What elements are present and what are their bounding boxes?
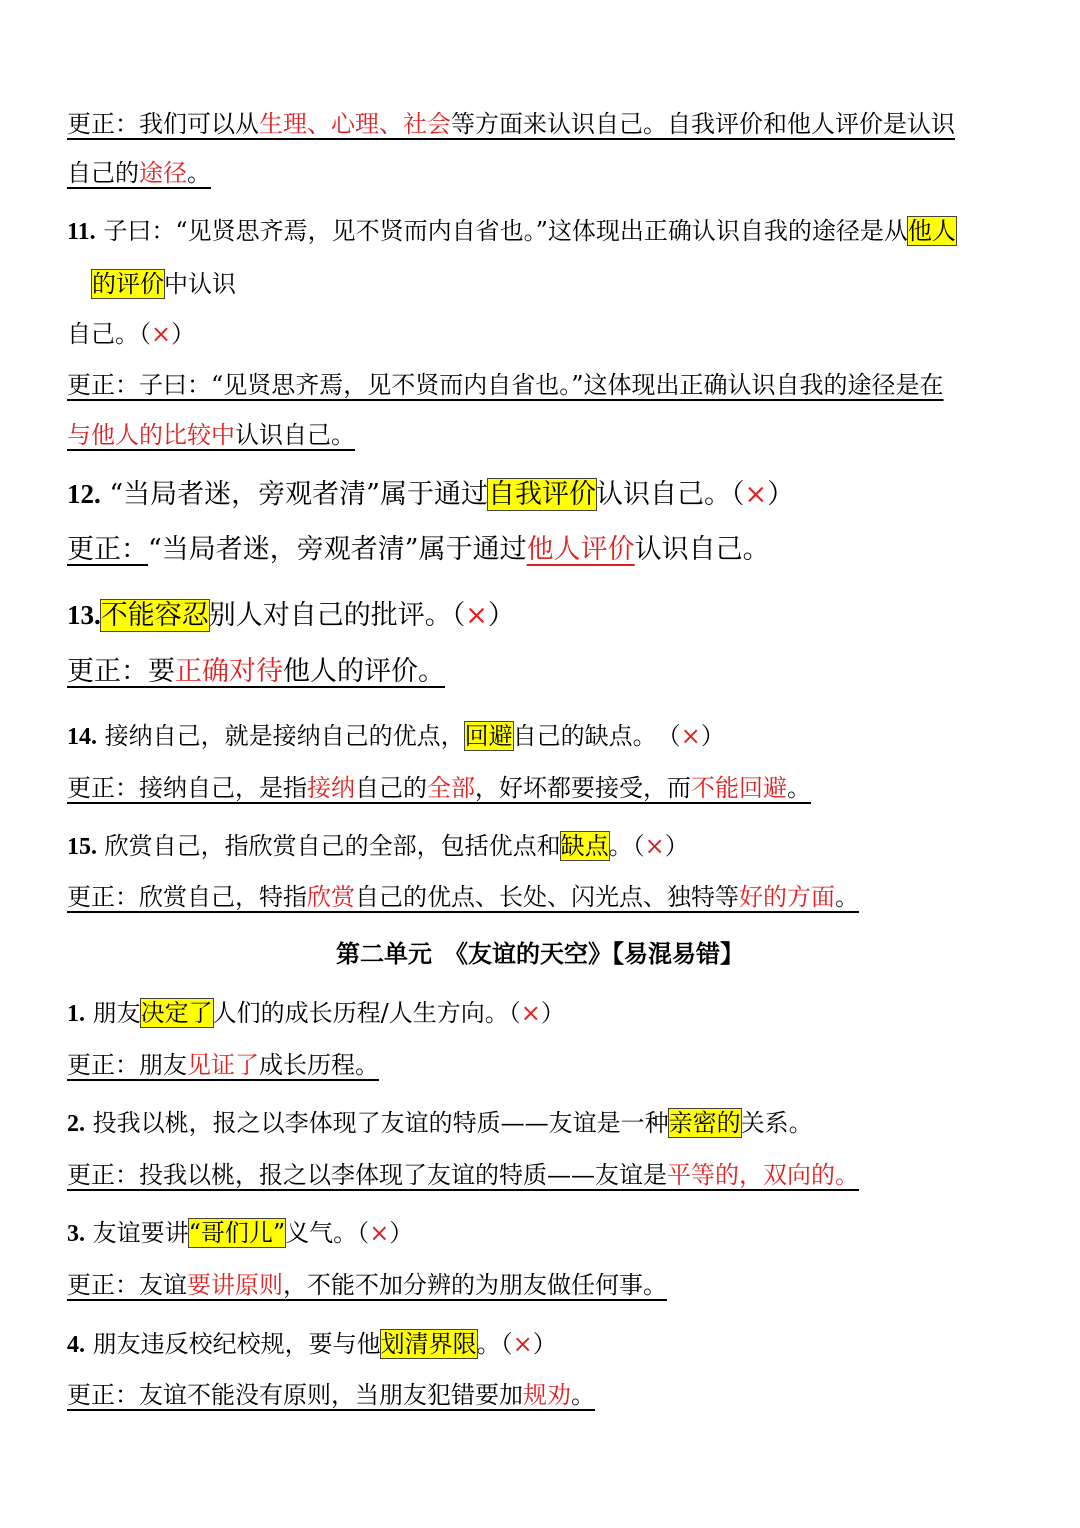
key-term: 生理、心理、社会: [259, 110, 451, 138]
highlight: 不能容忍: [100, 600, 209, 631]
key-term: 正确对待: [175, 656, 283, 687]
correction-10-line1: [67, 107, 955, 141]
text: ，不能不加分辨的为朋友做任何事。: [283, 1271, 667, 1299]
text: 更正：欣赏自己，特指: [67, 883, 307, 911]
text: 友谊要讲: [92, 1219, 189, 1247]
key-term: 见证了: [187, 1051, 259, 1079]
text: ）: [664, 832, 689, 860]
key-term: 欣赏: [307, 883, 355, 911]
unit2-item-1: [67, 996, 565, 1031]
text: “当局者迷，旁观者清”属于通过: [148, 534, 527, 565]
item-12: [67, 477, 794, 512]
correction-13: [67, 655, 445, 689]
text: 子曰：“见贤思齐焉，见不贤而内自省也。”这体现出正确认识自我的途径是从: [103, 217, 908, 245]
text: 中认识: [164, 270, 236, 298]
text: ）: [767, 479, 795, 510]
text: 欣赏自己，指欣赏自己的全部，包括优点和: [104, 832, 561, 860]
text: 更正：接纳自己，是指: [67, 774, 307, 802]
item-14: [67, 719, 725, 754]
wrong-mark: ×: [369, 1219, 390, 1247]
wrong-mark: ×: [680, 722, 701, 750]
text: 人们的成长历程/人生方向。（: [212, 999, 521, 1027]
unit2-item-3: [67, 1216, 413, 1251]
text: 更正：友谊不能没有原则，当朋友犯错要加: [67, 1381, 523, 1409]
key-term: 平等的，双向的。: [667, 1161, 859, 1189]
wrong-mark: ×: [465, 600, 488, 631]
text: 关系。: [740, 1109, 813, 1137]
text: 更正：要: [67, 656, 175, 687]
item-11-line3: [67, 317, 195, 351]
item-number: 14.: [67, 724, 97, 750]
text: 更正：投我以桃，报之以李体现了友谊的特质——友谊是: [67, 1161, 667, 1189]
unit2-correction-3: [67, 1268, 667, 1302]
key-term: 全部: [427, 774, 475, 802]
key-term: 规劝: [523, 1381, 571, 1409]
text: 。: [187, 159, 211, 187]
text: 朋友: [92, 999, 141, 1027]
wrong-mark: ×: [644, 832, 665, 860]
text: 他人的评价。: [283, 656, 445, 687]
text: 认识自己。: [634, 534, 770, 565]
unit2-correction-2: [67, 1158, 859, 1192]
text: 更正：朋友: [67, 1051, 187, 1079]
item-number: 11.: [67, 219, 96, 245]
key-term: 与他人的比较中: [67, 421, 235, 449]
text: 。: [787, 774, 811, 802]
unit2-item-4: [67, 1327, 557, 1362]
item-number: 4.: [67, 1332, 85, 1358]
item-number: 12.: [67, 479, 101, 509]
wrong-mark: ×: [520, 999, 541, 1027]
text: 朋友违反校纪校规，要与他: [92, 1330, 381, 1358]
highlight: 划清界限: [380, 1330, 477, 1358]
item-number: 1.: [67, 1001, 85, 1027]
correction-10-line2: [67, 156, 211, 190]
text: ）: [171, 320, 196, 348]
text: 更正：我们可以从: [67, 110, 259, 138]
key-term: 接纳: [307, 774, 355, 802]
text: ）: [532, 1330, 557, 1358]
unit2-correction-4: [67, 1378, 595, 1412]
text: 。: [571, 1381, 595, 1409]
text: 更正：: [67, 534, 148, 565]
text: 成长历程。: [259, 1051, 379, 1079]
text: ）: [487, 600, 515, 631]
highlight: “哥们儿”: [188, 1219, 286, 1247]
text: 投我以桃，报之以李体现了友谊的特质——友谊是一种: [92, 1109, 669, 1137]
text: 。（: [608, 832, 645, 860]
highlight: 决定了: [140, 999, 213, 1027]
text: ）: [389, 1219, 414, 1247]
text: 。（: [476, 1330, 513, 1358]
item-11-line1: [67, 214, 956, 249]
highlight: 的评价: [92, 270, 164, 298]
highlight: 他人: [907, 217, 956, 245]
item-number: 2.: [67, 1111, 85, 1137]
text: 更正：友谊: [67, 1271, 187, 1299]
text: 自己的缺点。 （: [512, 722, 681, 750]
text: 接纳自己，就是接纳自己的优点，: [104, 722, 465, 750]
wrong-mark: ×: [744, 479, 768, 510]
correction-11-line2: [67, 418, 355, 452]
text: 别人对自己的批评。（: [208, 600, 466, 631]
item-number: 13.: [67, 600, 101, 630]
text: ）: [700, 722, 725, 750]
highlight: 回避: [464, 722, 513, 750]
correction-12: [67, 533, 770, 567]
text: 自己的优点、长处、闪光点、独特等: [355, 883, 739, 911]
text: 义气。（: [285, 1219, 370, 1247]
unit-heading: 第二单元 《友谊的天空》【易混易错】: [336, 940, 744, 968]
wrong-mark: ×: [512, 1330, 533, 1358]
key-term: 途径: [139, 159, 187, 187]
text: ）: [540, 999, 565, 1027]
key-term: 不能回避: [691, 774, 787, 802]
text: 认识自己。: [235, 421, 355, 449]
text: 自己的: [67, 159, 139, 187]
item-11-line2: [92, 267, 236, 301]
correction-14: [67, 771, 811, 805]
key-term: 好的方面: [739, 883, 835, 911]
unit2-correction-1: [67, 1048, 379, 1082]
text: ，好坏都要接受，而: [475, 774, 691, 802]
key-term: 他人评价: [526, 534, 635, 565]
text: 等方面来认识自己。自我评价和他人评价是认识: [451, 110, 955, 138]
highlight: 亲密的: [668, 1109, 741, 1137]
text: 自己的: [355, 774, 427, 802]
text: 。: [835, 883, 859, 911]
text: 更正：子曰：“见贤思齐焉，见不贤而内自省也。”这体现出正确认识自我的途径是在: [67, 371, 944, 399]
text: “当局者迷，旁观者清”属于通过: [109, 479, 488, 510]
wrong-mark: ×: [151, 320, 172, 348]
item-13: [67, 598, 515, 633]
correction-15: [67, 880, 859, 914]
key-term: 要讲原则: [187, 1271, 283, 1299]
highlight: 缺点: [560, 832, 609, 860]
text: 认识自己。（: [595, 479, 745, 510]
item-number: 15.: [67, 834, 97, 860]
text: 自己。（: [67, 320, 151, 348]
item-15: [67, 829, 689, 864]
highlight: 自我评价: [487, 479, 596, 510]
unit2-item-2: [67, 1106, 813, 1141]
correction-11-line1: [67, 368, 944, 402]
item-number: 3.: [67, 1221, 85, 1247]
